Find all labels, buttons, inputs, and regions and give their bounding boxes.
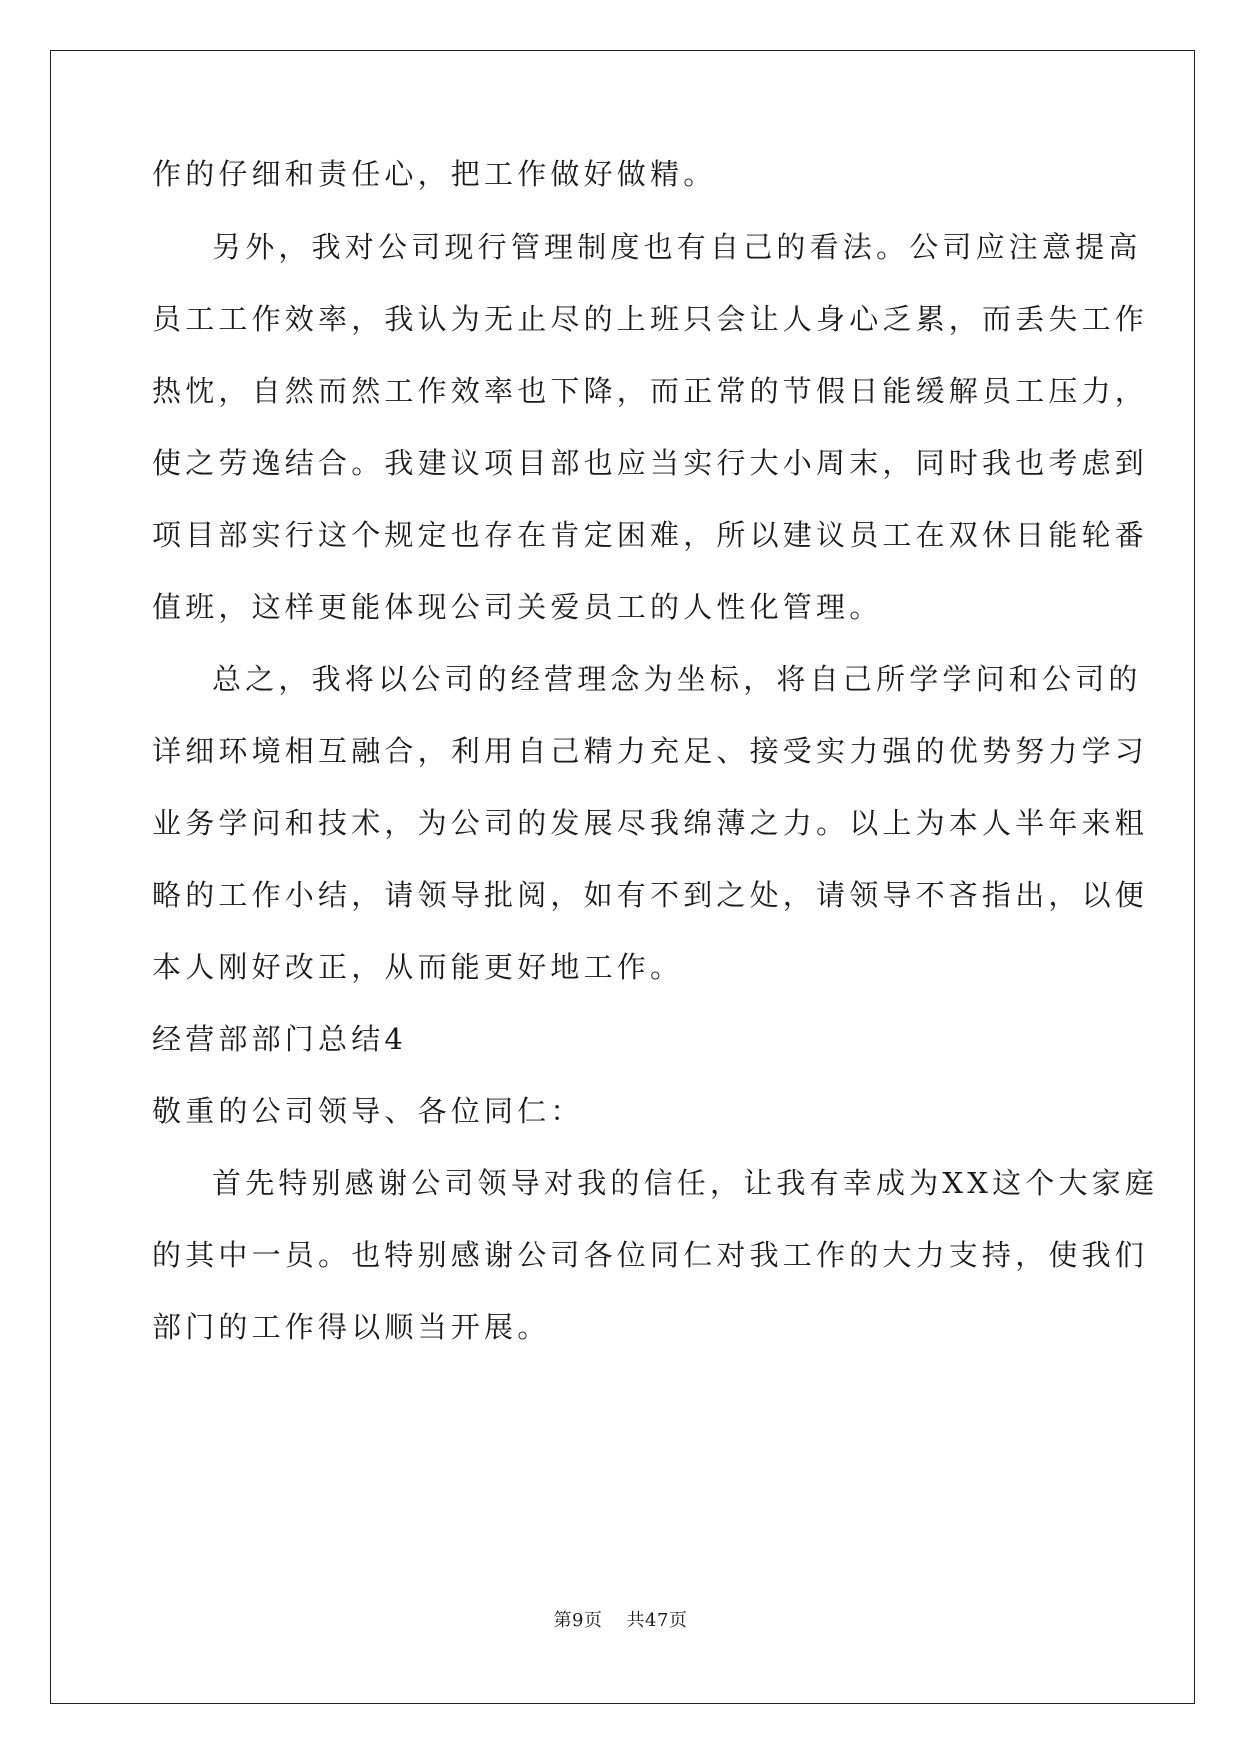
page-footer [0,1606,1241,1632]
body-line-10: 业务学问和技术，为公司的发展尽我绵薄之力。以上为本人半年来粗 [152,806,1149,840]
page-number: 第9页 [553,1610,603,1631]
body-line-3: 员工工作效率，我认为无止尽的上班只会让人身心乏累，而丢失工作 [152,302,1149,336]
body-line-5: 使之劳逸结合。我建议项目部也应当实行大小周末，同时我也考虑到 [152,446,1149,480]
section-heading: 经营部部门总结4 [152,1022,408,1056]
body-line-9: 详细环境相互融合，利用自己精力充足、接受实力强的优势努力学习 [152,734,1149,768]
body-line-12: 本人刚好改正，从而能更好地工作。 [152,950,684,984]
body-line-4: 热忱，自然而然工作效率也下降，而正常的节假日能缓解员工压力， [152,374,1149,408]
salutation: 敬重的公司领导、各位同仁： [152,1094,584,1128]
page-total: 共47页 [626,1610,688,1631]
body-line-8: 总之，我将以公司的经营理念为坐标，将自己所学学问和公司的 [212,662,1142,696]
body-line-2: 另外，我对公司现行管理制度也有自己的看法。公司应注意提高 [212,230,1142,264]
body-line-1: 作的仔细和责任心，把工作做好做精。 [152,157,717,191]
body-line-17: 部门的工作得以顺当开展。 [152,1310,551,1344]
body-line-7: 值班，这样更能体现公司关爱员工的人性化管理。 [152,590,883,624]
body-line-15: 首先特别感谢公司领导对我的信任，让我有幸成为XX这个大家庭 [212,1166,1159,1200]
body-line-16: 的其中一员。也特别感谢公司各位同仁对我工作的大力支持，使我们 [152,1238,1149,1272]
body-line-6: 项目部实行这个规定也存在肯定困难，所以建议员工在双休日能轮番 [152,518,1149,552]
page-border [50,50,1195,1704]
body-line-11: 略的工作小结，请领导批阅，如有不到之处，请领导不吝指出，以便 [152,878,1149,912]
